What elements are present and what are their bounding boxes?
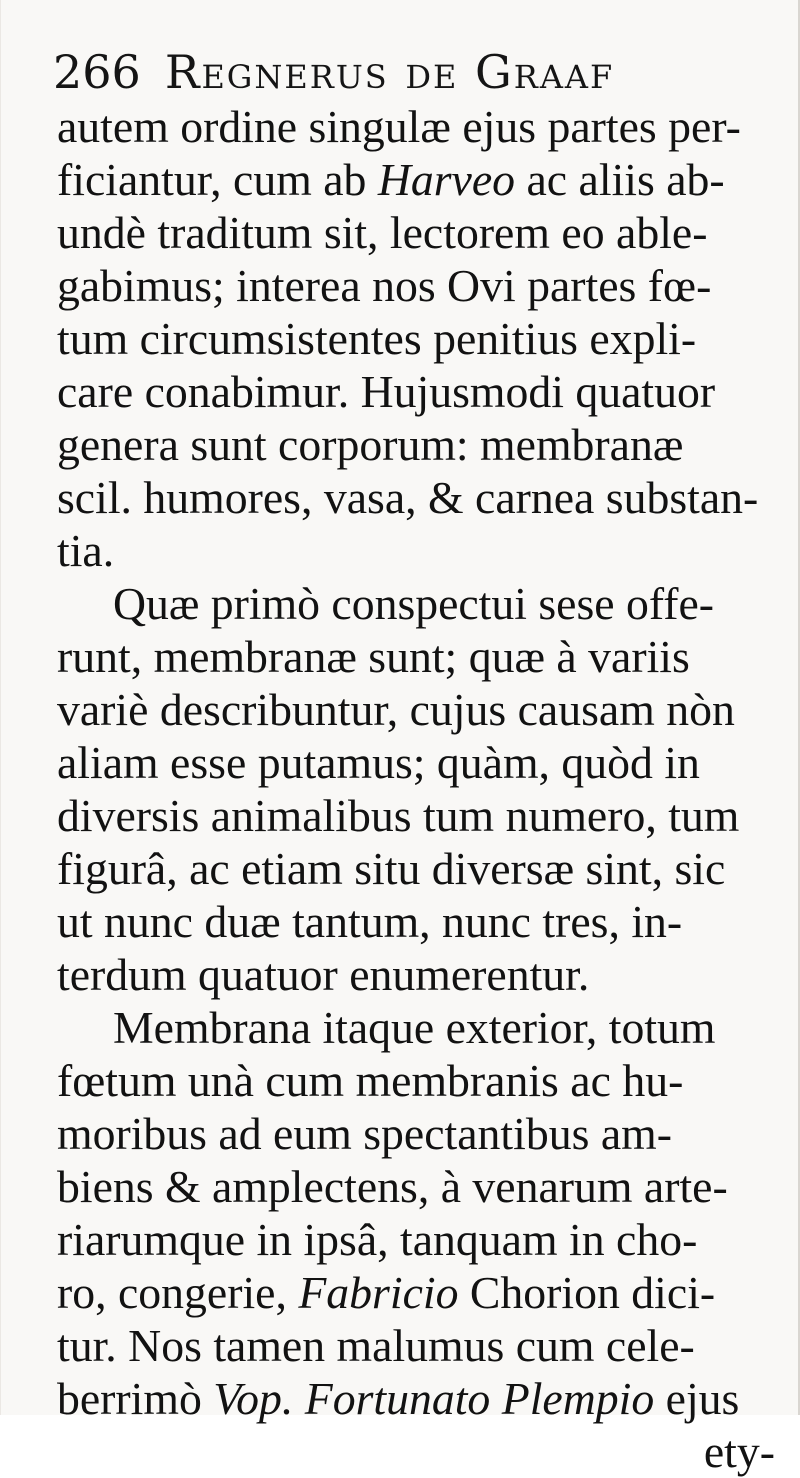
- paragraph-start-line: Quæ primò conspectui sese offe-: [113, 578, 714, 629]
- text-line: figurâ, ac etiam situ diversæ sint, sic: [57, 843, 726, 894]
- italic-name: Vop. Fortunato Plempio: [213, 1373, 655, 1424]
- text-line: aliam esse putamus; quàm, quòd in: [57, 737, 700, 788]
- text-line: terdum quatuor enumerentur.: [57, 949, 590, 1000]
- text-segment: ac aliis ab-: [515, 154, 725, 205]
- body-text: [57, 100, 787, 1478]
- text-line: genera sunt corporum: membranæ: [57, 419, 684, 470]
- italic-name: Harveo: [377, 154, 516, 205]
- text-line: ut nunc duæ tantum, nunc tres, in-: [57, 896, 683, 947]
- text-line: scil. humores, vasa, & carnea substan-: [57, 472, 759, 523]
- text-line: [57, 1266, 787, 1319]
- text-line: variè describuntur, cujus causam nòn: [57, 684, 735, 735]
- italic-name: Fabricio: [298, 1267, 459, 1318]
- text-line: tia.: [57, 525, 115, 576]
- text-line: undè traditum sit, lectorem eo able-: [57, 207, 708, 258]
- text-line: care conabimur. Hujusmodi quatuor: [57, 366, 716, 417]
- text-line: gabimus; interea nos Ovi partes fœ-: [57, 260, 712, 311]
- text-line: [57, 1372, 787, 1425]
- paragraph-start-line: Membrana itaque exterior, totum: [113, 1002, 716, 1053]
- page-number: 266: [53, 45, 141, 99]
- text-segment: berrimò: [57, 1373, 214, 1424]
- text-line: moribus ad eum spectantibus am-: [57, 1108, 672, 1159]
- text-segment: ejus: [654, 1373, 740, 1424]
- text-segment: ro, congerie,: [57, 1267, 299, 1318]
- running-title: Regnerus de Graaf: [164, 45, 615, 99]
- text-line: riarumque in ipsâ, tanquam in cho-: [57, 1214, 698, 1265]
- text-segment: ficiantur, cum ab: [57, 154, 378, 205]
- catchword: ety-: [703, 1426, 775, 1477]
- text-line: tum circumsistentes penitius expli-: [57, 313, 697, 364]
- text-line: tur. Nos tamen malumus cum cele-: [57, 1320, 695, 1371]
- text-segment: Chorion dici-: [458, 1267, 716, 1318]
- text-line: biens & amplectens, à venarum arte-: [57, 1161, 728, 1212]
- text-line: autem ordine singulæ ejus partes per-: [57, 101, 741, 152]
- running-head: [53, 42, 614, 102]
- text-line: runt, membranæ sunt; quæ à variis: [57, 631, 690, 682]
- text-line: [57, 153, 787, 206]
- text-line: diversis animalibus tum numero, tum: [57, 790, 740, 841]
- text-line: fœtum unà cum membranis ac hu-: [57, 1055, 684, 1106]
